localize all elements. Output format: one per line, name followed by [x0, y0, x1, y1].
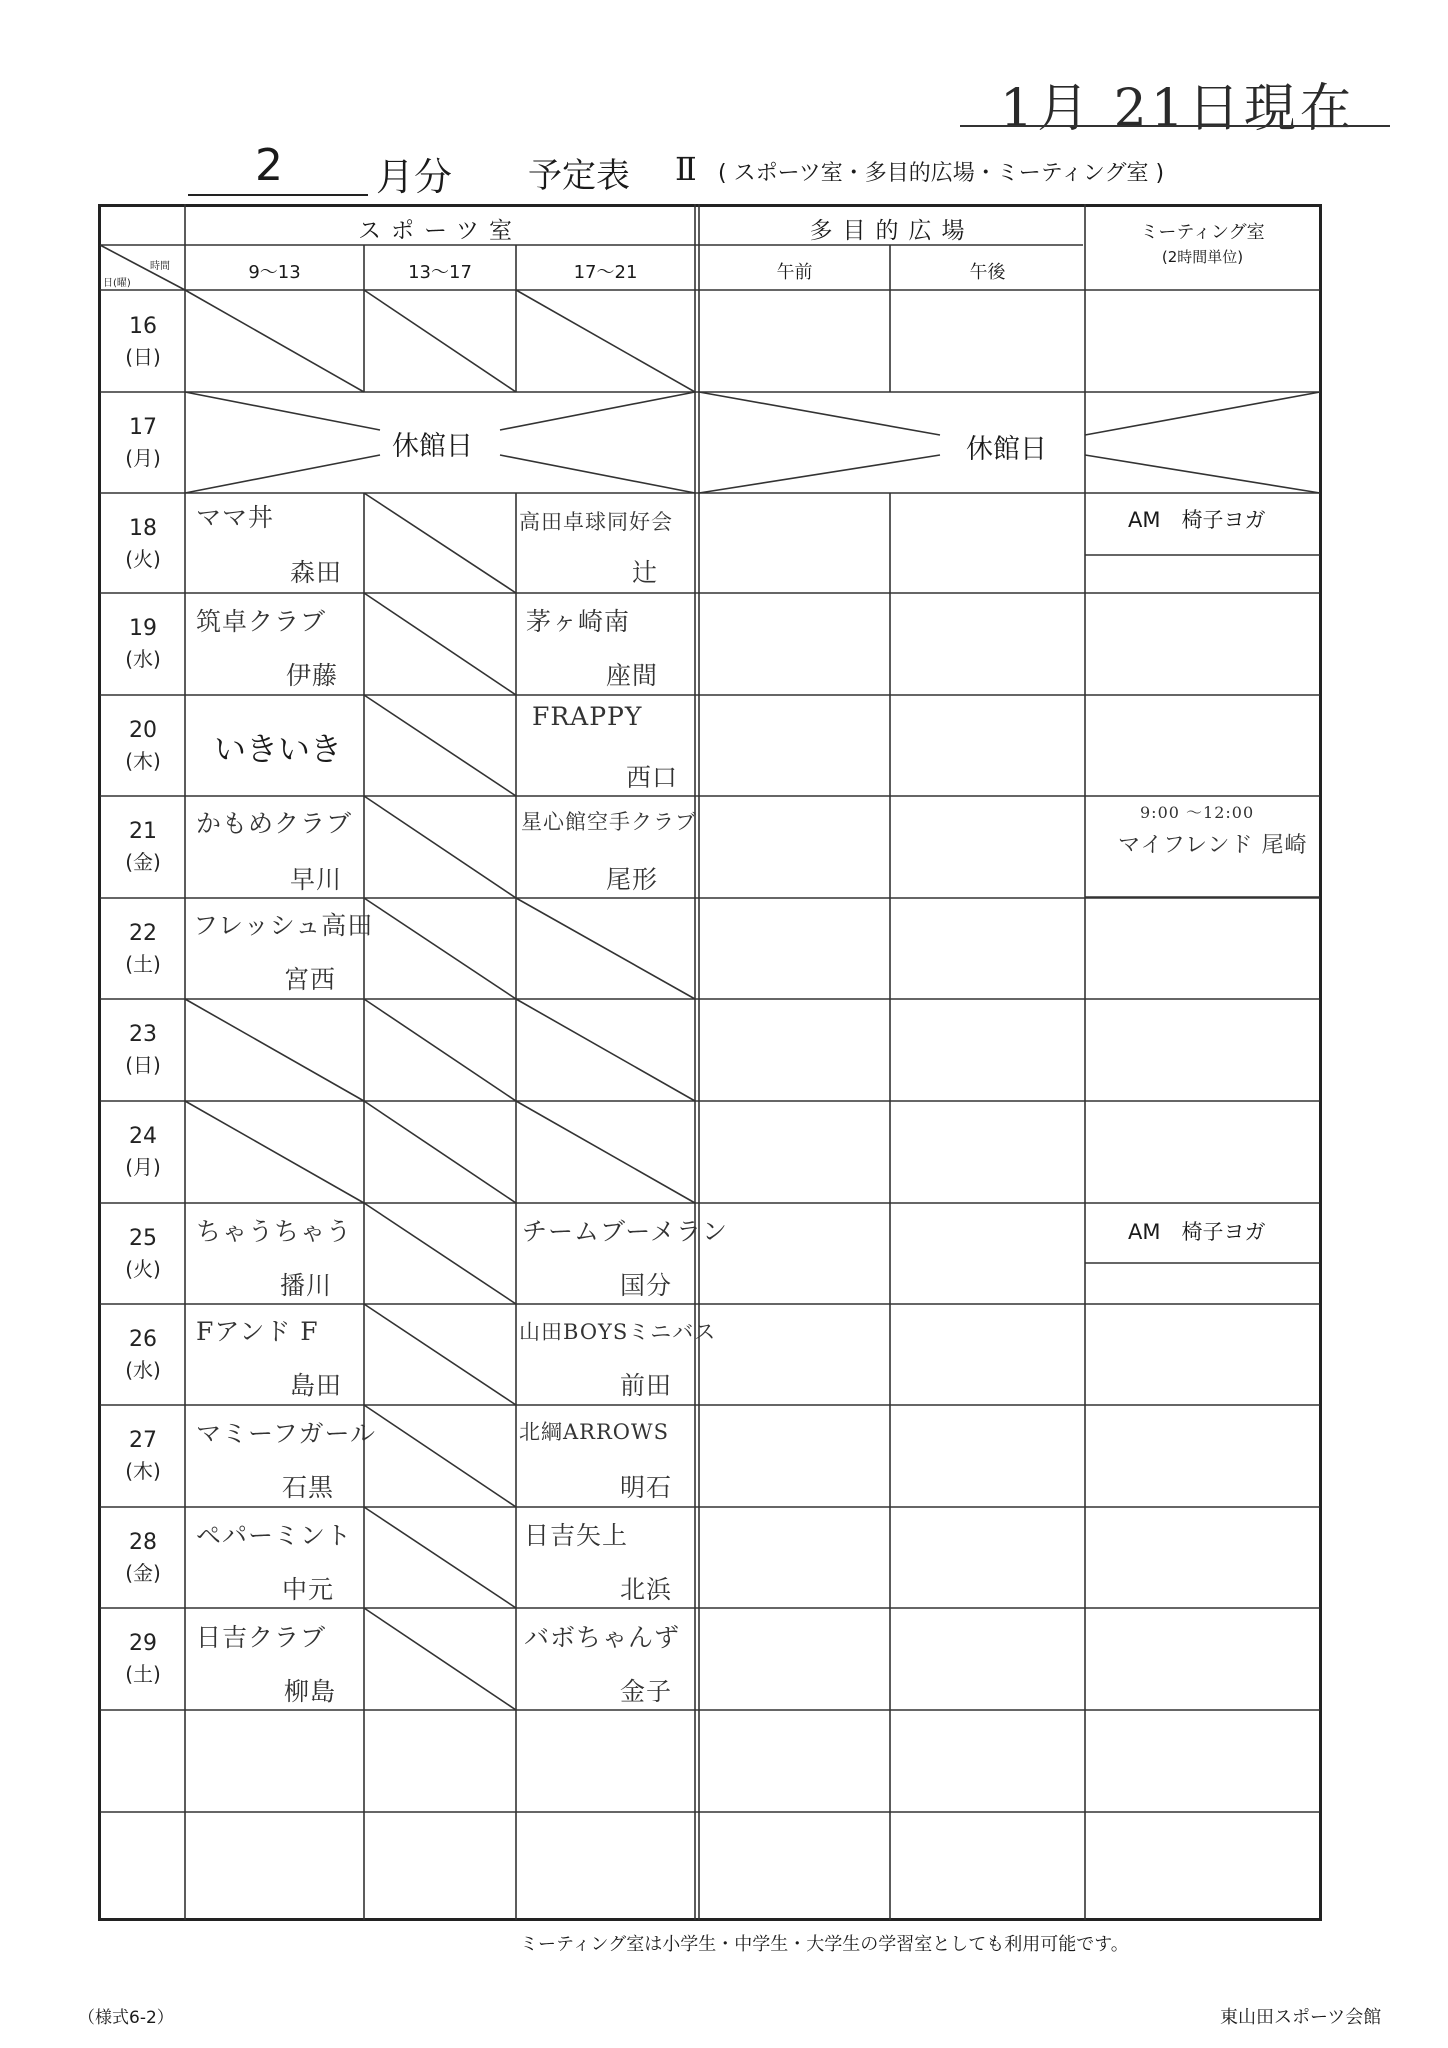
day-label-27: 27 (木)	[125, 1428, 161, 1483]
entry-21-slot1-name: 早川	[290, 865, 343, 894]
entry-25-slot3-group: チームブーメラン	[522, 1217, 729, 1246]
header-slot-1: 9～13	[248, 262, 301, 283]
entry-22-slot1-name: 宮西	[284, 965, 337, 994]
entry-20-slot1: いきいき	[214, 730, 343, 768]
entry-25-slot1-name: 播川	[280, 1271, 333, 1300]
entry-26-slot3-name: 前田	[620, 1371, 673, 1400]
entry-28-slot1-group: ペパーミント	[196, 1521, 353, 1550]
entry-27-slot3-name: 明石	[620, 1473, 673, 1502]
day-label-24: 24 (月)	[125, 1124, 161, 1179]
entry-25-slot3-name: 国分	[620, 1271, 673, 1300]
meeting-21-group: マイフレンド 尾崎	[1118, 833, 1308, 858]
entry-18-slot1-name: 森田	[290, 558, 343, 587]
meeting-25-yoga: AM 椅子ヨガ	[1128, 1220, 1266, 1244]
schedule-roman-numeral: Ⅱ	[675, 150, 697, 188]
day-label-25: 25 (火)	[125, 1226, 161, 1281]
entry-26-slot1-name: 島田	[290, 1371, 343, 1400]
meeting-21-time: 9:00 ～12:00	[1140, 803, 1255, 822]
entry-26-slot3-group: 山田BOYSミニバス	[519, 1320, 717, 1344]
day-label-23: 23 (日)	[125, 1022, 161, 1077]
day-label-17: 17 (月)	[125, 415, 161, 470]
entry-29-slot1-name: 柳島	[284, 1677, 337, 1706]
entry-18-slot3-name: 辻	[632, 558, 659, 587]
header-slot-3: 17～21	[573, 262, 638, 283]
entry-20-slot3-name: 西口	[626, 763, 679, 792]
entry-18-slot1-group: ママ丼	[196, 503, 275, 532]
venue-name: 東山田スポーツ会館	[1220, 2007, 1382, 2028]
day-label-19: 19 (水)	[125, 616, 161, 671]
entry-29-slot3-name: 金子	[620, 1677, 673, 1706]
header-multi-plaza: 多目的広場	[809, 218, 975, 244]
header-meeting-room: ミーティング室	[1140, 222, 1265, 243]
corner-day-label: 日(曜)	[103, 278, 131, 289]
month-number: 2	[255, 140, 283, 191]
footnote: ミーティング室は小学生・中学生・大学生の学習室としても利用可能です。	[520, 1934, 1129, 1955]
entry-26-slot1-group: Fアンド F	[196, 1317, 319, 1346]
month-suffix: 月分	[376, 155, 453, 199]
closed-label-plaza: 休館日	[962, 427, 1051, 466]
closed-label-sports: 休館日	[388, 424, 477, 463]
day-label-22: 22 (土)	[125, 921, 161, 976]
schedule-subtitle: ( スポーツ室・多目的広場・ミーティング室 )	[718, 161, 1165, 186]
entry-27-slot3-group: 北綱ARROWS	[519, 1420, 669, 1444]
entry-21-slot3-group: 星心館空手クラブ	[521, 810, 697, 834]
header-sports-room: スポーツ室	[357, 218, 523, 244]
entry-28-slot1-name: 中元	[282, 1575, 335, 1604]
entry-18-slot3-group: 高田卓球同好会	[519, 510, 673, 534]
entry-21-slot3-name: 尾形	[606, 865, 659, 894]
entry-20-slot3-group: FRAPPY	[532, 702, 643, 731]
entry-19-slot3-name: 座間	[606, 661, 659, 690]
corner-time-label: 時間	[150, 261, 170, 272]
day-label-20: 20 (木)	[125, 718, 161, 773]
day-label-28: 28 (金)	[125, 1530, 161, 1585]
meeting-18-yoga: AM 椅子ヨガ	[1128, 508, 1266, 532]
entry-28-slot3-name: 北浜	[620, 1575, 673, 1604]
header-plaza-pm: 午後	[969, 262, 1006, 283]
entry-22-slot1-group: フレッシュ高田	[193, 911, 374, 940]
day-label-29: 29 (土)	[125, 1631, 161, 1686]
as-of-date: 1月 21日現在	[1000, 79, 1356, 139]
day-label-26: 26 (水)	[125, 1327, 161, 1382]
entry-19-slot3-group: 茅ヶ崎南	[526, 607, 631, 636]
day-label-16: 16 (日)	[125, 314, 161, 369]
entry-29-slot3-group: バボちゃんず	[524, 1623, 681, 1652]
entry-27-slot1-group: マミーフガール	[196, 1419, 377, 1448]
entry-25-slot1-group: ちゃうちゃう	[196, 1217, 353, 1246]
form-number: （様式6-2）	[78, 2008, 174, 2028]
entry-19-slot1-name: 伊藤	[286, 661, 339, 690]
schedule-title: 予定表	[528, 156, 630, 196]
entry-28-slot3-group: 日吉矢上	[524, 1521, 629, 1550]
entry-19-slot1-group: 筑卓クラブ	[196, 607, 327, 636]
header-slot-2: 13～17	[408, 262, 472, 283]
day-label-18: 18 (火)	[125, 516, 161, 571]
day-label-21: 21 (金)	[125, 819, 161, 874]
entry-27-slot1-name: 石黒	[282, 1473, 335, 1502]
header-meeting-unit: (2時間単位)	[1161, 248, 1244, 266]
header-plaza-am: 午前	[776, 262, 813, 283]
entry-29-slot1-group: 日吉クラブ	[196, 1623, 327, 1652]
entry-21-slot1-group: かもめクラブ	[196, 809, 353, 838]
